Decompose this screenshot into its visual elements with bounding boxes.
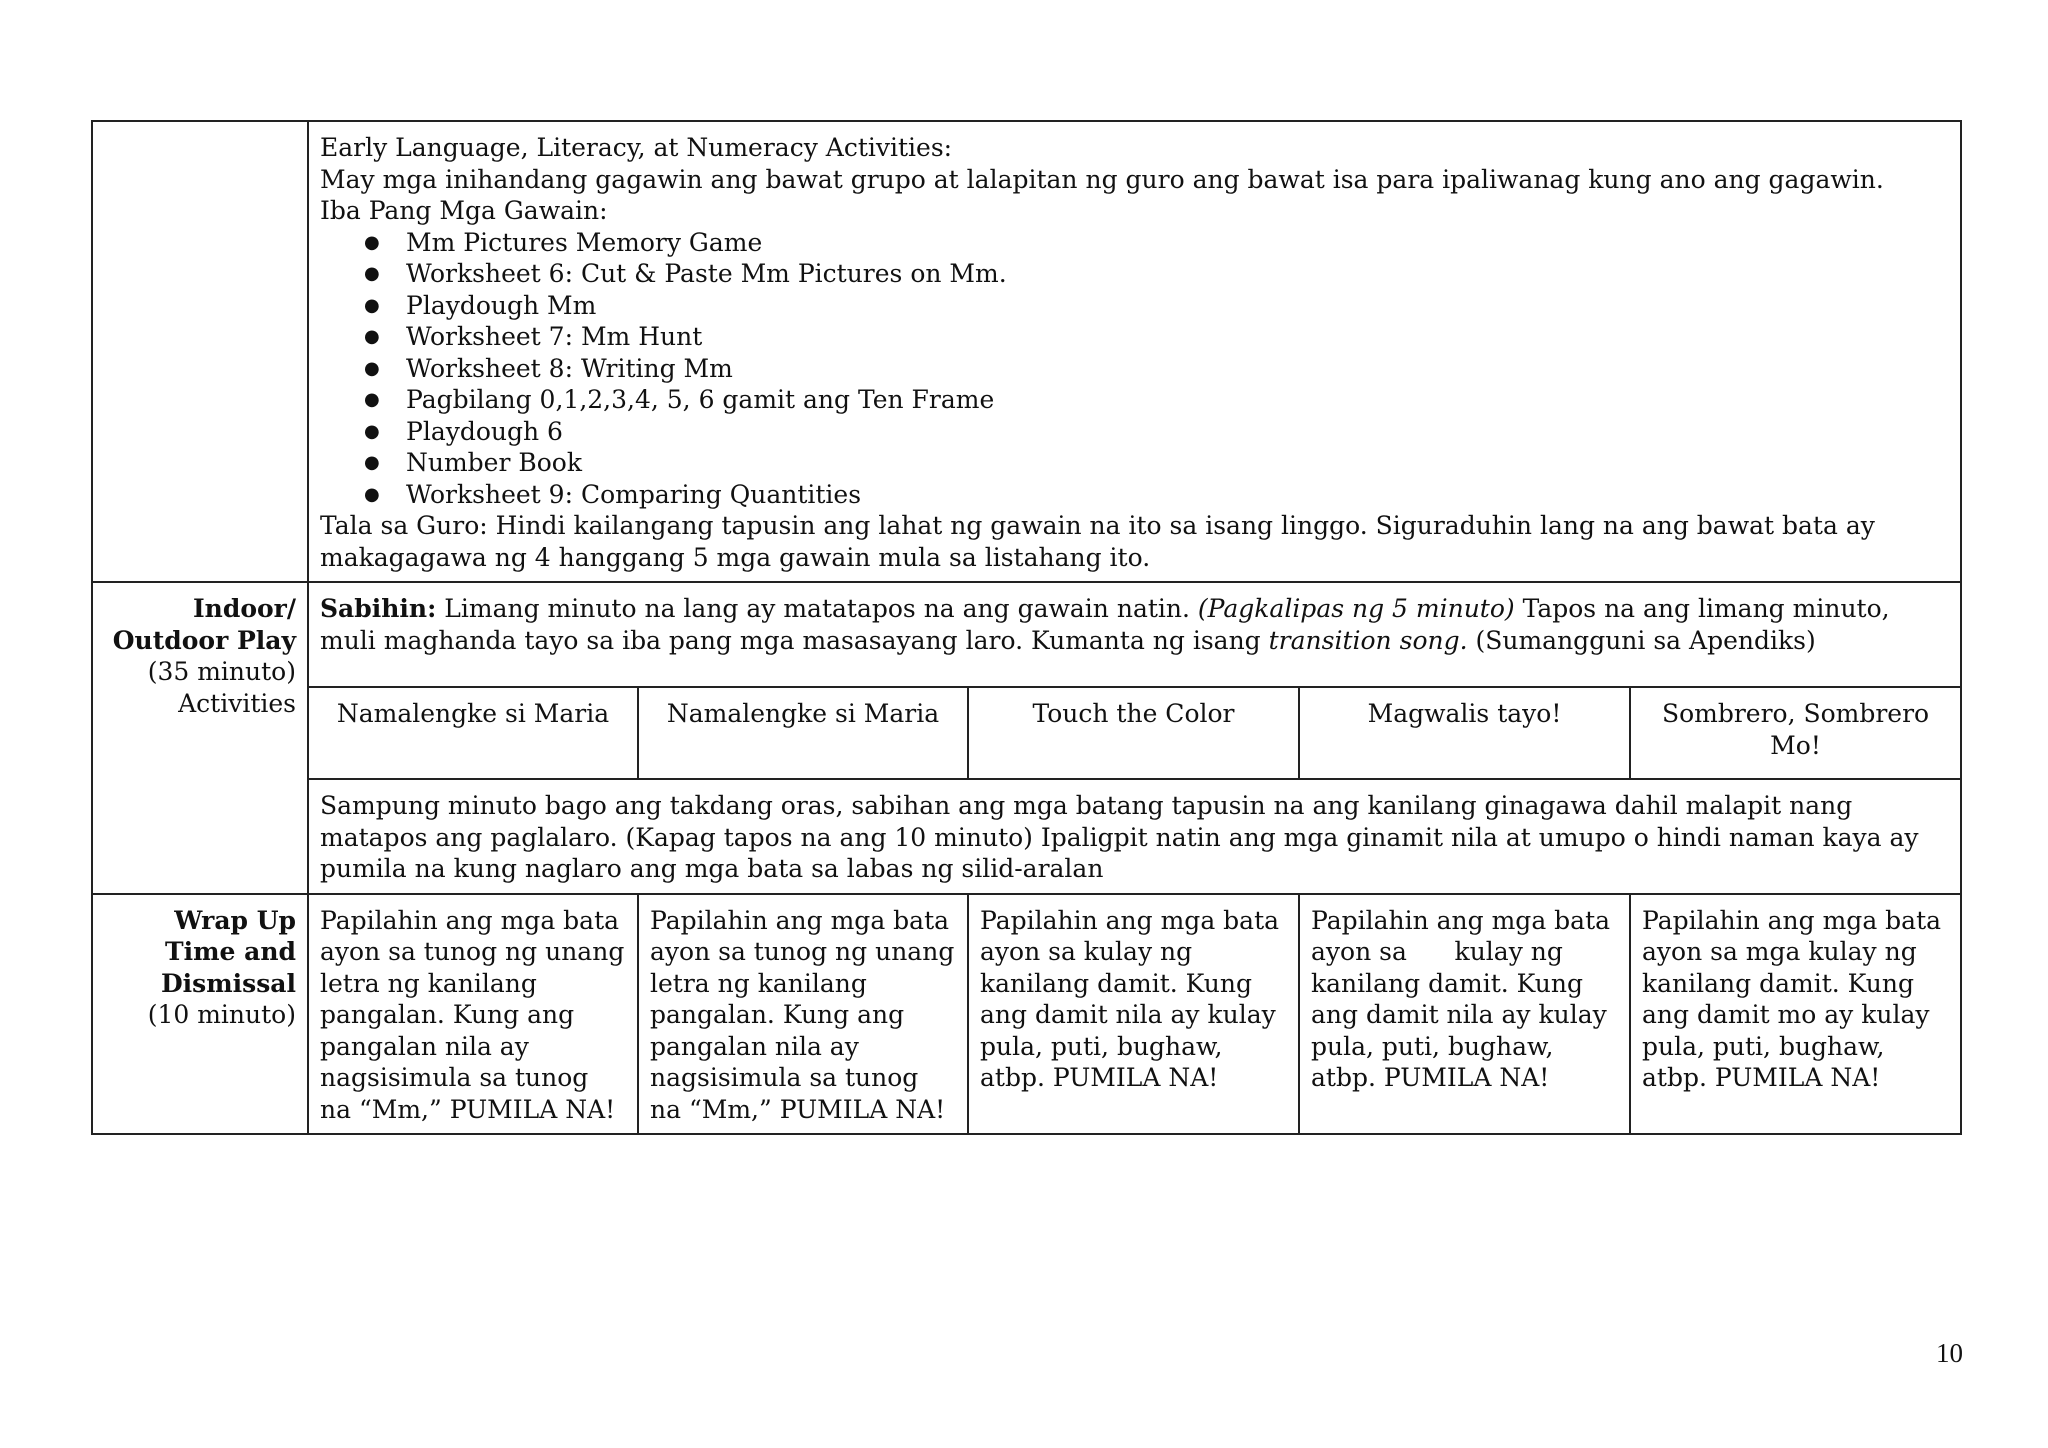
wrapup-row xyxy=(92,894,1961,1135)
list-item: ● Mm Pictures Memory Game xyxy=(406,227,1949,259)
sabihin-label: Sabihin: xyxy=(320,594,437,623)
early-activities-title: Early Language, Literacy, at Numeracy Activities: xyxy=(320,133,953,162)
list-item: ● Playdough Mm xyxy=(406,290,1949,322)
list-item: ● Pagbilang 0,1,2,3,4, 5, 6 gamit ang Ten Frame xyxy=(406,384,1949,416)
page-number: 10 xyxy=(1936,1338,1963,1368)
wrapup-title: Wrap Up Time and Dismissal xyxy=(160,905,296,998)
other-activities-title: Iba Pang Mga Gawain: xyxy=(320,196,608,225)
game-cell: Namalengke si Maria xyxy=(308,687,638,779)
wrapup-label xyxy=(92,894,308,1135)
intro-text-3: (Sumangguni sa Apendiks) xyxy=(1467,625,1816,655)
game-cell: Sombrero, Sombrero Mo! xyxy=(1630,687,1961,779)
game-cell: Touch the Color xyxy=(968,687,1299,779)
list-item: ● Worksheet 8: Writing Mm xyxy=(406,353,1949,385)
games-row xyxy=(92,687,1961,779)
list-item: ● Number Book xyxy=(406,447,1949,479)
intro-text-1: Limang minuto na lang ay matatapos na ang gawain natin. xyxy=(436,594,1198,623)
indoor-outdoor-label xyxy=(92,582,308,894)
early-activities-cell xyxy=(308,121,1961,582)
indoor-outdoor-title: Indoor/ Outdoor Play xyxy=(112,594,296,655)
lesson-plan-table xyxy=(91,120,1962,1135)
indoor-outdoor-closing-row xyxy=(92,779,1961,894)
indoor-outdoor-intro-cell xyxy=(308,582,1961,687)
list-item: ● Worksheet 6: Cut & Paste Mm Pictures on Mm. xyxy=(406,258,1949,290)
early-activities-description: May mga inihandang gagawin ang bawat grupo at lalapitan ng guro ang bawat isa para ipaliwanag kung ano ang gagawin. xyxy=(320,164,1884,194)
list-item: ● Playdough 6 xyxy=(406,416,1949,448)
game-cell: Magwalis tayo! xyxy=(1299,687,1630,779)
wrapup-cell: Papilahin ang mga bata ayon sa mga kulay ng kanilang damit. Kung ang damit mo ay kulay pula, puti, bughaw, atbp. PUMILA NA! xyxy=(1630,894,1961,1135)
early-activities-row xyxy=(92,121,1961,582)
list-item: ● Worksheet 9: Comparing Quantities xyxy=(406,479,1949,511)
wrapup-cell: Papilahin ang mga bata ayon sa tunog ng unang letra ng kanilang pangalan. Kung ang pangalan nila ay nagsisimula sa tunog na “Mm,” PUMILA NA! xyxy=(308,894,638,1135)
indoor-outdoor-intro-row xyxy=(92,582,1961,687)
wrapup-cell: Papilahin ang mga bata ayon sa kulay ng kanilang damit. Kung ang damit nila ay kulay pula, puti, bughaw, atbp. PUMILA NA! xyxy=(968,894,1299,1135)
game-cell: Namalengke si Maria xyxy=(638,687,968,779)
intro-text-2: Tapos na ang limang minuto, muli maghanda tayo sa iba pang mga masasayang laro. Kumanta ng isang xyxy=(320,594,1890,655)
wrapup-duration: (10 minuto) xyxy=(147,1000,296,1029)
activity-list xyxy=(320,227,1949,511)
teacher-note: Tala sa Guro: Hindi kailangang tapusin ang lahat ng gawain na ito sa isang linggo. Siguraduhin lang na ang bawat bata ay makagagawa ng 4 hanggang 5 mga gawain mula sa listahang ito. xyxy=(320,511,1875,572)
empty-label-cell xyxy=(92,121,308,582)
wrapup-cell: Papilahin ang mga bata ayon sa tunog ng unang letra ng kanilang pangalan. Kung ang pangalan nila ay nagsisimula sa tunog na “Mm,” PUMILA NA! xyxy=(638,894,968,1135)
indoor-outdoor-duration: (35 minuto) xyxy=(147,657,296,686)
intro-italic-2: transition song. xyxy=(1268,625,1468,655)
intro-italic-1: (Pagkalipas ng 5 minuto) xyxy=(1197,594,1515,623)
indoor-outdoor-closing-cell: Sampung minuto bago ang takdang oras, sabihan ang mga batang tapusin na ang kanilang ginagawa dahil malapit nang matapos ang paglalaro. (Kapag tapos na ang 10 minuto) Ipaligpit natin ang mga ginamit nila at umupo o hindi naman kaya ay pumila na kung naglaro ang mga bata sa labas ng silid-aralan xyxy=(308,779,1961,894)
list-item: ● Worksheet 7: Mm Hunt xyxy=(406,321,1949,353)
indoor-outdoor-subtitle: Activities xyxy=(178,688,296,718)
wrapup-cell: Papilahin ang mga bata ayon sa kulay ng kanilang damit. Kung ang damit nila ay kulay pula, puti, bughaw, atbp. PUMILA NA! xyxy=(1299,894,1630,1135)
